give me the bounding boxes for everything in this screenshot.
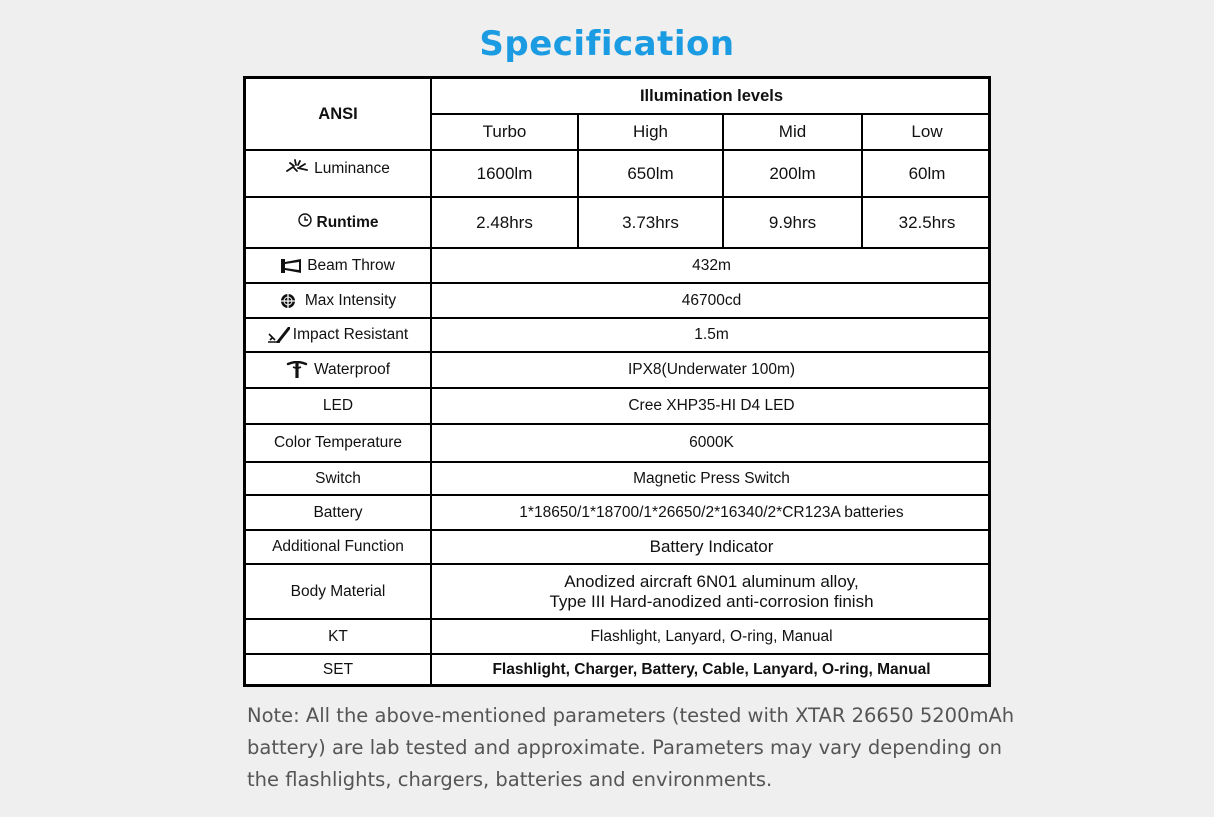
sun-rays-icon [286,159,308,173]
luminance-label: Luminance [314,160,390,177]
body-material-value [432,565,991,620]
clock-icon [298,213,312,227]
luminance-label-cell [246,151,432,198]
mode-turbo: Turbo [432,115,579,151]
additional-function-value: Battery Indicator [432,531,991,565]
ansi-header: ANSI [246,79,432,151]
impact-resistant-label-cell [246,319,432,353]
beam-throw-label: Beam Throw [307,256,395,274]
runtime-value-low: 32.5hrs [863,198,991,249]
runtime-value-high: 3.73hrs [579,198,724,249]
set-value: Flashlight, Charger, Battery, Cable, Lanyard, O-ring, Manual [492,660,931,678]
color-temperature-value: 6000K [432,425,991,463]
waterproof-label-cell [246,353,432,389]
impact-icon [268,327,290,343]
body-material-line-2: Type III Hard-anodized anti-corrosion finish [549,591,874,611]
mode-low: Low [863,115,991,151]
impact-resistant-label: Impact Resistant [292,326,409,344]
luminance-value-high: 650lm [579,151,724,198]
body-material-line-1: Anodized aircraft 6N01 aluminum alloy, [564,571,859,591]
runtime-value-turbo: 2.48hrs [432,198,579,249]
beam-throw-label-cell [246,249,432,284]
max-intensity-label: Max Intensity [304,291,397,309]
led-value: Cree XHP35-HI D4 LED [432,389,991,425]
kt-value: Flashlight, Lanyard, O-ring, Manual [432,620,991,655]
color-temperature-label: Color Temperature [246,425,432,463]
beam-icon [281,259,301,273]
mode-high: High [579,115,724,151]
max-intensity-value: 46700cd [432,284,991,319]
body-material-label: Body Material [246,565,432,620]
max-intensity-label-cell [246,284,432,319]
footnote: Note: All the above-mentioned parameters (tested with XTAR 26650 5200mAh battery) are lab tested and approximate. Parameters may vary depending on the flashlights, chargers, batteries and environments. [247,704,1015,791]
battery-label: Battery [246,496,432,531]
runtime-value-mid: 9.9hrs [724,198,863,249]
battery-value: 1*18650/1*18700/1*26650/2*16340/2*CR123A batteries [432,496,991,531]
runtime-label-cell [246,198,432,249]
switch-value: Magnetic Press Switch [432,463,991,496]
crosshair-icon [280,293,296,309]
page-title: Specification [479,24,735,64]
illumination-header: Illumination levels [432,79,991,115]
set-label: SET [246,655,432,684]
luminance-value-mid: 200lm [724,151,863,198]
kt-label: KT [246,620,432,655]
waterproof-label: Waterproof [313,361,391,379]
waterproof-value: IPX8(Underwater 100m) [432,353,991,389]
luminance-value-low: 60lm [863,151,991,198]
additional-function-label: Additional Function [246,531,432,565]
led-label: LED [246,389,432,425]
spec-table [243,76,991,687]
beam-throw-value: 432m [432,249,991,284]
switch-label: Switch [246,463,432,496]
impact-resistant-value: 1.5m [432,319,991,353]
luminance-value-turbo: 1600lm [432,151,579,198]
runtime-label: Runtime [316,214,379,231]
waterproof-icon [286,361,308,379]
mode-mid: Mid [724,115,863,151]
